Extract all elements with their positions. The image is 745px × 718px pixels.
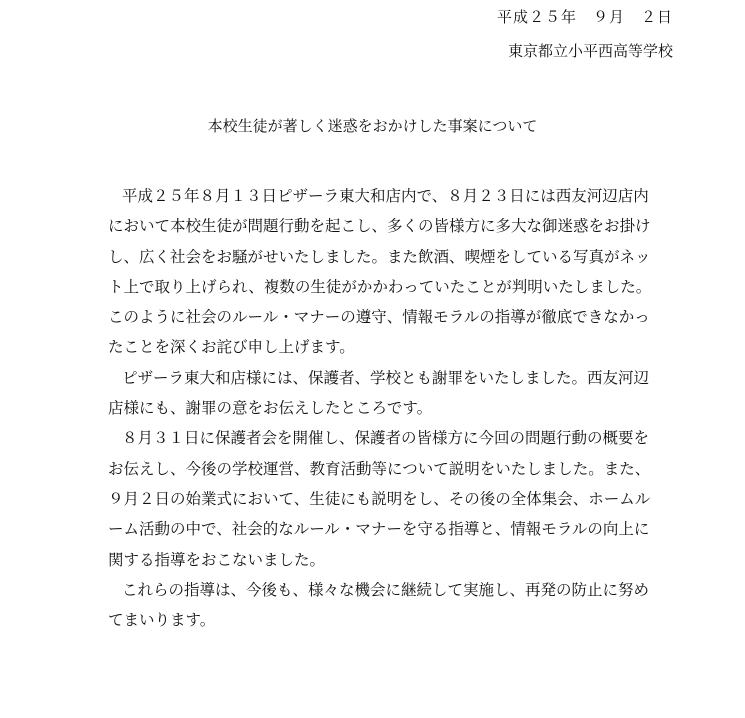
body-line: ト上で取り上げられ、複数の生徒がかかわっていたことが判明いたしました。 — [108, 277, 652, 296]
document-title: 本校生徒が著しく迷惑をおかけした事案について — [207, 117, 538, 135]
body-line: お伝えし、今後の学校運営、教育活動等について説明をいたしました。また、 — [108, 459, 651, 478]
body-line: 平成２５年８月１３日ピザーラ東大和店内で、８月２３日には西友河辺店内 — [122, 187, 649, 205]
document-body — [108, 181, 683, 635]
body-line: てまいります。 — [108, 611, 216, 630]
body-line: ９月２日の始業式において、生徒にも説明をし、その後の全体集会、ホームル — [108, 489, 651, 508]
body-line: し、広く社会をお騒がせいたしました。また飲酒、喫煙をしている写真がネッ — [108, 247, 651, 266]
body-line: ８月３１日に保護者会を開催し、保護者の皆様方に今回の問題行動の概要を — [122, 429, 650, 448]
school-name: 東京都立小平西高等学校 — [507, 42, 673, 60]
document-date: 平成２５年 ９月 ２日 — [496, 8, 673, 26]
body-line: ーム活動の中で、社会的なルール・マナーを守る指導と、情報モラルの向上に — [108, 520, 650, 539]
body-line: ピザーラ東大和店様には、保護者、学校とも謝罪をいたしました。西友河辺 — [122, 368, 650, 387]
body-line: このように社会のルール・マナーの遵守、情報モラルの指導が徹底できなかっ — [108, 308, 650, 327]
body-line: において本校生徒が問題行動を起こし、多くの皆様方に多大な御迷惑をお掛け — [108, 217, 651, 236]
body-line: たことを深くお詫び申し上げます。 — [108, 338, 355, 357]
body-line: 店様にも、謝罪の意をお伝えしたところです。 — [108, 399, 433, 418]
body-line: 関する指導をおこないました。 — [108, 550, 326, 569]
body-line: これらの指導は、今後も、様々な機会に継続して実施し、再発の防止に努め — [122, 580, 650, 599]
